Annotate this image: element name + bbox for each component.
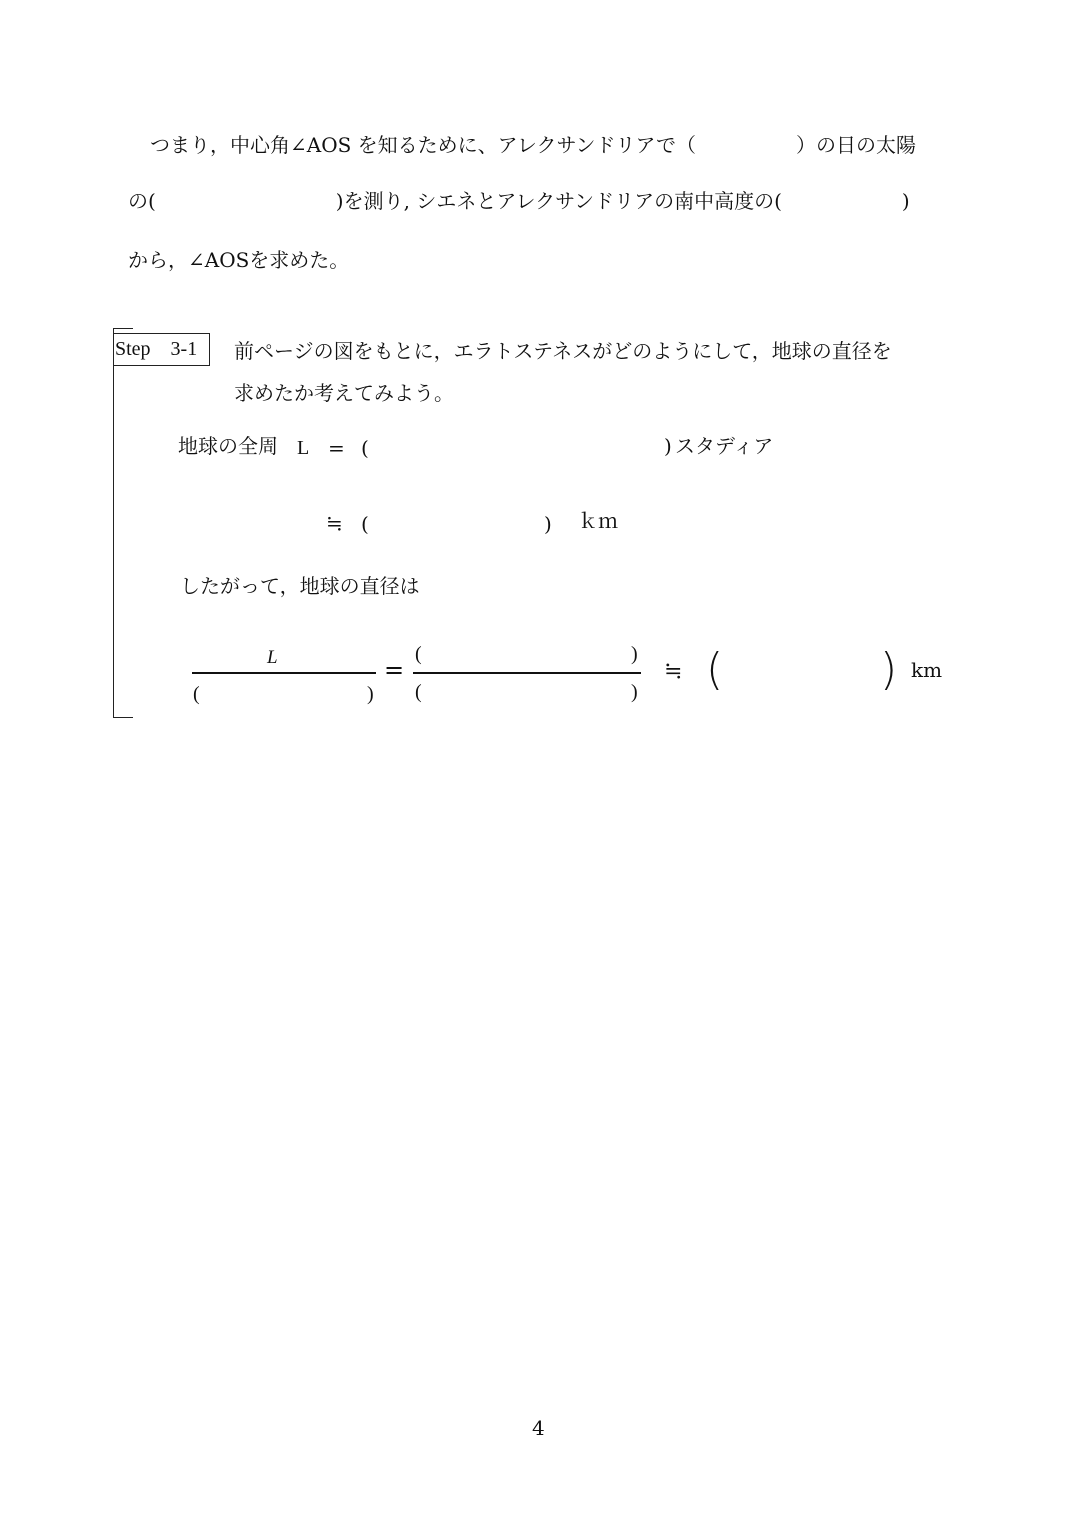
paragraph-line-2: の( )を測り, シエネとアレクサンドリアの南中高度の( ) bbox=[128, 189, 910, 213]
step-question-line-1: 前ページの図をもとに，エラトステネスがどのようにして，地球の直径を bbox=[234, 339, 892, 363]
final-approx-sign: ≒ bbox=[664, 659, 683, 684]
step-bracket-left bbox=[113, 328, 114, 718]
final-km-unit: km bbox=[911, 658, 943, 682]
step-bracket-bottom bbox=[113, 717, 133, 718]
step-label: Step 3-1 bbox=[113, 333, 210, 366]
page-number: 4 bbox=[532, 1416, 545, 1440]
final-open-paren: ( bbox=[706, 644, 724, 695]
km-open-paren: ( bbox=[361, 512, 369, 536]
km-unit-spaced: ｋｍ bbox=[578, 509, 618, 533]
step-question-line-2: 求めたか考えてみよう。 bbox=[234, 381, 454, 405]
fraction2-den-close-paren: ) bbox=[631, 681, 638, 703]
denominator-open-paren: ( bbox=[193, 683, 200, 705]
fraction-equals-sign: = bbox=[384, 656, 405, 684]
circumference-label: 地球の全周 bbox=[178, 434, 278, 458]
fraction2-den-open-paren: ( bbox=[415, 681, 422, 703]
L-symbol: L bbox=[297, 437, 310, 459]
circumference-close-paren: ) bbox=[664, 434, 672, 458]
km-close-paren: ) bbox=[544, 512, 552, 536]
fraction-numerator-L: L bbox=[267, 647, 278, 668]
stadia-unit: スタディア bbox=[675, 434, 774, 458]
fraction-bar-2 bbox=[413, 672, 641, 674]
fraction2-num-close-paren: ) bbox=[631, 643, 638, 665]
paragraph-line-3: から，∠AOSを求めた。 bbox=[128, 248, 350, 272]
step-bracket-top bbox=[113, 328, 133, 329]
paragraph-line-1: つまり，中心角∠AOS を知るために、アレクサンドリアで（ ）の日の太陽 bbox=[150, 133, 917, 157]
equals-sign: = bbox=[328, 436, 345, 460]
fraction2-num-open-paren: ( bbox=[415, 643, 422, 665]
denominator-close-paren: ) bbox=[367, 683, 374, 705]
fraction-bar-1 bbox=[192, 672, 376, 674]
therefore-text: したがって，地球の直径は bbox=[180, 574, 420, 598]
final-close-paren: ) bbox=[880, 644, 898, 695]
circumference-open-paren: ( bbox=[361, 436, 369, 460]
approx-sign: ≒ bbox=[326, 511, 343, 535]
